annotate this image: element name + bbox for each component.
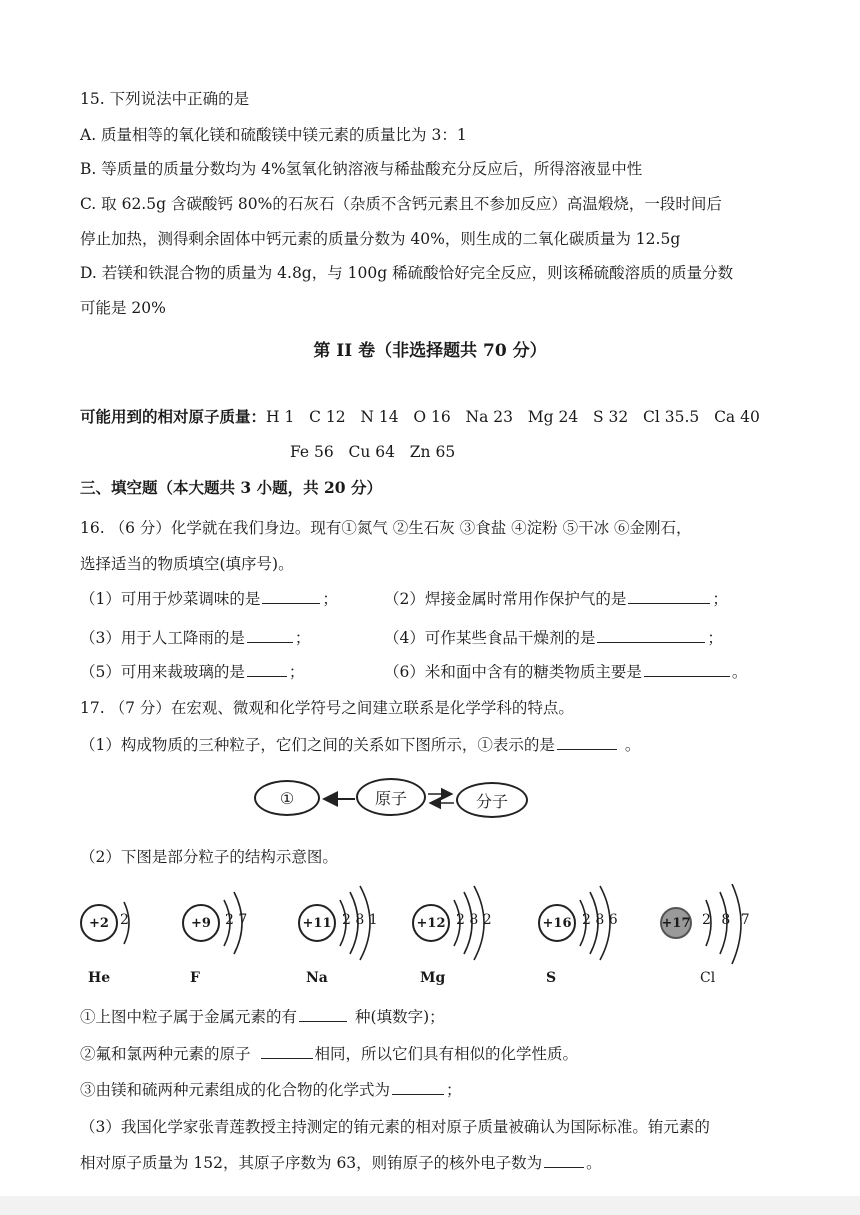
q17-part1	[80, 734, 640, 756]
q15-option-d-line2: 可能是 20%	[80, 299, 166, 317]
atom-diagram-s	[538, 884, 668, 994]
answer-blank[interactable]	[299, 1006, 347, 1022]
q16-part2	[384, 588, 728, 610]
atom-diagram-na	[298, 884, 428, 994]
answer-blank[interactable]	[557, 734, 617, 750]
q15-option-d-line1: D. 若镁和铁混合物的质量为 4.8g，与 100g 稀硫酸恰好完全反应，则该稀硫酸溶质的质量分数	[80, 264, 734, 282]
nucleus: +17	[660, 907, 692, 939]
q15-stem: 15. 下列说法中正确的是	[80, 90, 250, 108]
particle-relationship-diagram	[250, 776, 530, 822]
electron-counts: 2	[120, 912, 129, 928]
semicolon: ；	[707, 629, 723, 647]
atom-diagram-cl	[660, 884, 790, 994]
q16-part1-text: （1）可用于炒菜调味的是	[80, 590, 261, 608]
diagram-arrows	[250, 776, 530, 822]
answer-blank[interactable]	[628, 588, 710, 604]
electron-counts: 2 8 6	[582, 912, 618, 928]
semicolon: ；	[322, 590, 338, 608]
answer-blank[interactable]	[392, 1079, 444, 1095]
q16-part1	[80, 588, 338, 610]
q17-part1-text: （1）构成物质的三种粒子，它们之间的关系如下图所示，①表示的是	[80, 736, 555, 754]
answer-blank[interactable]	[644, 661, 730, 677]
part2-title: 第 II 卷（非选择题共 70 分）	[313, 341, 547, 361]
section3-title: 三、填空题（本大题共 3 小题，共 20 分）	[80, 478, 382, 497]
q15-option-a: A. 质量相等的氧化镁和硫酸镁中镁元素的质量比为 3：1	[80, 126, 467, 144]
answer-blank[interactable]	[544, 1152, 584, 1168]
q17-sub3	[80, 1079, 462, 1101]
electron-counts: 2 7	[225, 912, 248, 928]
atom-diagram-mg	[412, 884, 542, 994]
answer-blank[interactable]	[597, 627, 705, 643]
semicolon: ；	[712, 590, 728, 608]
semicolon: ；	[288, 663, 305, 681]
q17-sub2	[80, 1043, 578, 1065]
answer-blank[interactable]	[261, 1043, 313, 1059]
q17-stem: 17. （7 分）在宏观、微观和化学符号之间建立联系是化学学科的特点。	[80, 699, 574, 717]
element-symbol: Cl	[700, 970, 716, 986]
nucleus: +9	[182, 904, 220, 942]
electron-counts: 2 8 2	[456, 912, 492, 928]
electron-counts: 2 8 7	[702, 912, 750, 928]
answer-blank[interactable]	[247, 627, 293, 643]
q15-option-c-line2: 停止加热，测得剩余固体中钙元素的质量分数为 40%，则生成的二氧化碳质量为 12.5g	[80, 230, 681, 248]
semicolon: ；	[294, 629, 311, 647]
atomic-masses-values1: H 1 C 12 N 14 O 16 Na 23 Mg 24 S 32 Cl 35.5 Ca 40	[266, 408, 760, 426]
period: 。	[624, 736, 641, 754]
electron-counts: 2 8 1	[342, 912, 378, 928]
q17-sub2-text: ②氟和氯两种元素的原子	[80, 1045, 251, 1063]
diagram-node-molecule: 分子	[456, 782, 528, 818]
q17-part3-line1: （3）我国化学家张青莲教授主持测定的铕元素的相对原子质量被确认为国际标准。铕元素的	[80, 1118, 710, 1136]
q15-option-b: B. 等质量的质量分数均为 4%氢氧化钠溶液与稀盐酸充分反应后，所得溶液显中性	[80, 160, 643, 178]
element-symbol: Na	[306, 970, 328, 986]
q16-stem-line1: 16. （6 分）化学就在我们身边。现有①氮气 ②生石灰 ③食盐 ④淀粉 ⑤干冰 ⑥金刚石，	[80, 519, 692, 537]
q16-part6	[384, 661, 747, 683]
q16-part6-text: （6）米和面中含有的糖类物质主要是	[384, 663, 642, 681]
electron-shells	[660, 884, 760, 974]
electron-shells	[182, 884, 262, 964]
answer-blank[interactable]	[247, 661, 287, 677]
period: 。	[731, 663, 748, 681]
element-symbol: Mg	[420, 970, 446, 986]
q16-part3-text: （3）用于人工降雨的是	[80, 629, 245, 647]
atomic-masses-label: 可能用到的相对原子质量：	[80, 407, 267, 426]
q17-sub1-end: 种(填数字)；	[355, 1008, 445, 1026]
atomic-masses-line1	[80, 406, 760, 428]
element-symbol: S	[546, 970, 557, 986]
q15-option-c-line1: C. 取 62.5g 含碳酸钙 80%的石灰石（杂质不含钙元素且不参加反应）高温煅烧，一段时间后	[80, 195, 722, 213]
q16-part2-text: （2）焊接金属时常用作保护气的是	[384, 590, 627, 608]
q17-sub2-end: 相同，所以它们具有相似的化学性质。	[314, 1045, 579, 1063]
q16-part5-text: （5）可用来裁玻璃的是	[80, 663, 245, 681]
diagram-node-atom: 原子	[356, 778, 426, 816]
q17-part2: （2）下图是部分粒子的结构示意图。	[80, 848, 338, 866]
element-symbol: He	[88, 970, 111, 986]
nucleus: +16	[538, 904, 576, 942]
q17-part3-line2	[80, 1152, 602, 1174]
diagram-node-ion: ①	[254, 780, 320, 816]
q16-part4	[384, 627, 723, 649]
atom-diagram-f	[182, 884, 312, 994]
q17-part3-text: 相对原子质量为 152，其原子序数为 63，则铕原子的核外电子数为	[80, 1154, 543, 1172]
nucleus: +11	[298, 904, 336, 942]
answer-blank[interactable]	[262, 588, 320, 604]
semicolon: ；	[446, 1081, 462, 1099]
nucleus: +12	[412, 904, 450, 942]
q17-sub1	[80, 1006, 445, 1028]
q16-part3	[80, 627, 310, 649]
page-bottom-edge	[0, 1196, 860, 1215]
q17-sub1-text: ①上图中粒子属于金属元素的有	[80, 1008, 298, 1026]
nucleus: +2	[80, 904, 118, 942]
period: 。	[586, 1154, 602, 1172]
q16-stem-line2: 选择适当的物质填空(填序号)。	[80, 555, 294, 573]
q17-sub3-text: ③由镁和硫两种元素组成的化合物的化学式为	[80, 1081, 391, 1099]
q16-part4-text: （4）可作某些食品干燥剂的是	[384, 629, 596, 647]
element-symbol: F	[190, 970, 200, 986]
q16-part5	[80, 661, 304, 683]
atomic-masses-line2: Fe 56 Cu 64 Zn 65	[290, 443, 456, 461]
